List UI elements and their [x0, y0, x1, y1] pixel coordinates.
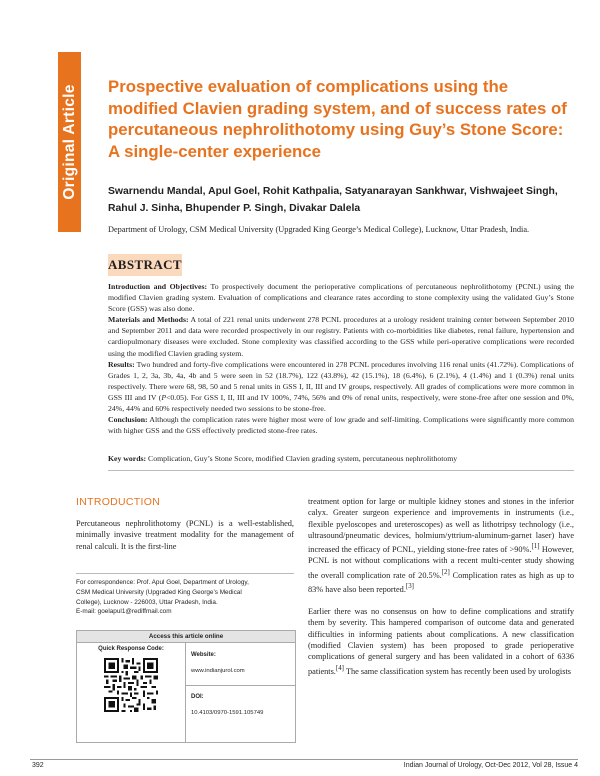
keywords: [108, 453, 574, 464]
citation-ref[interactable]: [2]: [441, 568, 450, 576]
introduction-heading: INTRODUCTION: [76, 496, 161, 508]
correspondence-line: CSM Medical University (Upgraded King George’s Medical: [76, 588, 242, 596]
methods-text: A total of 221 renal units underwent 278 PCNL procedures at a urology resident training center between September 2010 and September 2011 and data were recorded prospectively in our registry. Patients with co-morbidities like diabetes, renal failure, hypertension and cardiopulmonary diseases were excluded. Stone complexity was classified according to the GSS while peri-operative complications were recorded using the modified Clavien grading system.: [108, 315, 574, 358]
keywords-text: Complication, Guy’s Stone Score, modified Clavien grading system, percutaneous nephrolithotomy: [146, 454, 458, 463]
access-online-header: Access this article online: [77, 631, 295, 643]
correspondence-email: E-mail: goelapul1@rediffmail.com: [76, 608, 172, 616]
right-paragraph-1: [308, 496, 574, 595]
objectives-label: Introduction and Objectives:: [108, 282, 208, 291]
right-text: However, PCNL is not without complications with a recent multi-center study showing the overall complication rate of 20.5%.: [308, 545, 574, 580]
qr-cell: [77, 643, 186, 742]
qr-code-icon[interactable]: [104, 658, 158, 712]
citation-ref[interactable]: [1]: [531, 543, 540, 551]
results-label: Results:: [108, 359, 135, 369]
objectives-text: To prospectively document the perioperative complications of percutaneous nephrolithotomy (PCNL) using the modified Clavien grading system. Evaluation of complications and clearance rates according to stone complexity using the validated Guy’s Stone Score (GSS) was also done.: [108, 282, 574, 314]
right-paragraph-2: [308, 606, 574, 677]
results-text-b: <0.05). For GSS I, II, III and IV 100%, 74%, 56% and 0% of renal units, respectively, were stone-free after one session and 0%, 24%, 44% and 60% respectively needed two sessions to be stone-free.: [108, 392, 574, 414]
correspondence-divider: [76, 573, 294, 574]
affiliation: Department of Urology, CSM Medical University (Upgraded King George’s Medical College), Lucknow, Uttar Pradesh, India.: [108, 225, 530, 234]
abstract-methods: [108, 314, 574, 358]
results-text-a: Two hundred and forty-five complications were encountered in 278 PCNL procedures involving 116 renal units (41.72%). Complications of Grades 1, 2, 3a, 3b, 4a, 4b and 5 were seen in 52 (18.7%), 122 (43.8%), 42 (15.1%), 18 (6.4%), 6 (2.1%), 4 (1.4%) and 1 (0.3%) renal units respectively. There were 68, 98, 50 and 5 renal units in GSS I, II, III and IV groups, respectively. All grades of complications were more common in GSS III and IV (: [108, 359, 574, 402]
doi-link[interactable]: 10.4103/0970-1591.105749: [191, 710, 264, 716]
website-label: Website:: [191, 652, 216, 658]
results-p-symbol: P: [161, 392, 167, 402]
abstract-conclusion: [108, 414, 574, 436]
right-text: Complication rates as high as up to 83% have also been reported.: [308, 570, 574, 594]
link-cell: [186, 643, 295, 742]
access-online-box: [76, 630, 296, 743]
right-text: treatment option for large or multiple kidney stones and stones in the inferior calyx. Greater surgeon experience and improvements in instruments (i.e., flexible pyeloscopes and ureteroscopes) as well as lithotripsy technology (i.e., ultrasound/pneumatic devices, holmium/yttrium-aluminum-garnet laser) have increased the efficacy of PCNL, yielding stone-free rates of >90%.: [308, 497, 574, 555]
abstract-results: [108, 359, 574, 414]
conclusion-label: Conclusion:: [108, 415, 148, 425]
access-divider: [186, 685, 295, 686]
conclusion-text: Although the complication rates were higher most were of low grade and self-limiting. Complications were significantly more common with higher GSS and the GSS effectively predicted stone-free rates.: [108, 415, 574, 436]
introduction-text: Percutaneous nephrolithotomy (PCNL) is a well-established, minimally invasive treatment modality for the management of renal calculi. It is the first-line: [76, 519, 294, 551]
author-list: Swarnendu Mandal, Apul Goel, Rohit Kathpalia, Satyanarayan Sankhwar, Vishwajeet Singh, Rahul J. Sinha, Bhupender P. Singh, Divakar Dalela: [108, 186, 558, 214]
abstract-objectives: [108, 281, 574, 314]
correspondence-line: For correspondence: Prof. Apul Goel, Department of Urology,: [76, 579, 249, 586]
right-text: Earlier there was no consensus on how to define complications and stratify them by severity. This hampered comparison of outcome data and generated difficulties in informing patients about complications. A new classification (modified Clavien system) has been proposed to grade perioperative complications of general surgery and has been validated in a cohort of 6336 patients.: [308, 607, 574, 676]
article-title: Prospective evaluation of complications using the modified Clavien grading system, and of success rates of percutaneous nephrolithotomy using Guy’s Stone Score: A single-center experience: [108, 77, 567, 161]
website-link[interactable]: www.indianjurol.com: [191, 668, 245, 674]
abstract-heading-box: [108, 254, 182, 276]
journal-citation: Indian Journal of Urology, Oct-Dec 2012, Vol 28, Issue 4: [403, 762, 578, 769]
correspondence-line: College), Lucknow - 226003, Uttar Pradesh, India.: [76, 598, 218, 606]
doi-label: DOI:: [191, 694, 204, 700]
correspondence-block: [76, 578, 294, 617]
abstract-heading: ABSTRACT: [108, 257, 182, 272]
abstract-body: [108, 281, 574, 436]
article-type-tab: [58, 52, 81, 232]
citation-ref[interactable]: [3]: [405, 582, 414, 590]
qr-label: Quick Response Code:: [98, 646, 164, 652]
keywords-label: Key words:: [108, 454, 147, 463]
footer-divider: [30, 759, 578, 760]
right-text: The same classification system has recently been used by urologists: [343, 666, 571, 676]
keywords-divider: [108, 470, 574, 471]
left-column: [76, 496, 294, 552]
methods-label: Materials and Methods:: [108, 315, 189, 325]
citation-ref[interactable]: [4]: [335, 664, 344, 672]
right-column: [308, 496, 574, 688]
page-number: 392: [32, 762, 44, 769]
article-type-label: Original Article: [61, 84, 78, 200]
